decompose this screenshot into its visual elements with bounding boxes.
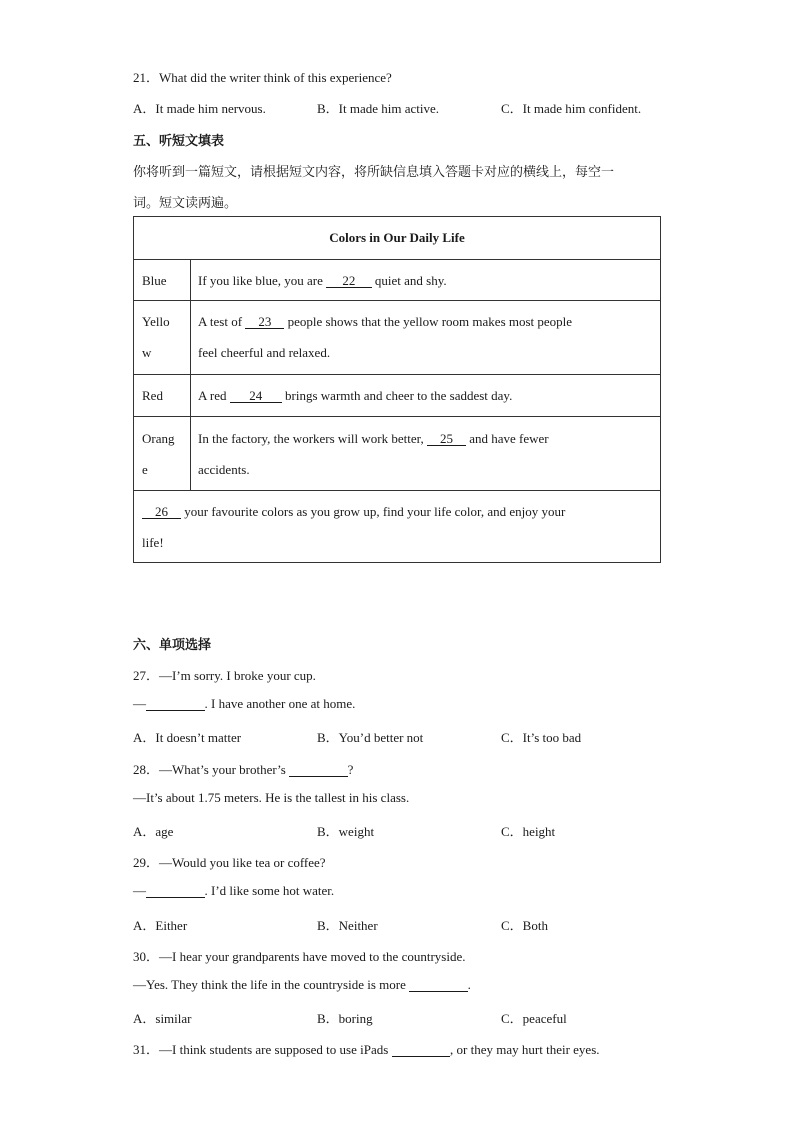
- footer-content: 26 your favourite colors as you grow up, find your life color, and enjoy your: [142, 496, 565, 527]
- section6-heading: 六、单项选择: [133, 638, 212, 653]
- q30-response: —Yes. They think the life in the countryside is more .: [133, 977, 471, 992]
- q29-option-b[interactable]: B．Neither: [317, 918, 378, 933]
- table-row: [134, 300, 660, 374]
- row-content: A red 24 brings warmth and cheer to the saddest day.: [198, 388, 513, 403]
- row-content-line2: accidents.: [198, 462, 250, 477]
- section5-heading: 五、听短文填表: [133, 134, 225, 149]
- q27-question: 27．—I’m sorry. I broke your cup.: [133, 668, 316, 683]
- q21-question: 21．What did the writer think of this experience?: [133, 70, 392, 85]
- row-label-line1: Yello: [142, 314, 170, 329]
- q30-option-a[interactable]: A．similar: [133, 1011, 192, 1026]
- table-title-row: [134, 217, 660, 259]
- q29-question: 29．—Would you like tea or coffee?: [133, 855, 326, 870]
- table-title: Colors in Our Daily Life: [329, 230, 465, 245]
- q28-option-a[interactable]: A．age: [133, 824, 174, 839]
- footer-content-line2: life!: [142, 535, 164, 550]
- row-label-cell: [134, 375, 191, 417]
- q30-option-b[interactable]: B．boring: [317, 1011, 373, 1026]
- q31-question: 31．—I think students are supposed to use iPads , or they may hurt their eyes.: [133, 1042, 600, 1057]
- row-label: Blue: [142, 273, 167, 288]
- answer-blank-24[interactable]: 24: [230, 390, 282, 403]
- q29-option-a[interactable]: A．Either: [133, 918, 188, 933]
- table-row: [134, 374, 660, 417]
- q31-blank[interactable]: [392, 1044, 451, 1057]
- q27-option-b[interactable]: B．You’d better not: [317, 730, 424, 745]
- q30-option-c[interactable]: C．peaceful: [501, 1011, 567, 1026]
- q29-option-c[interactable]: C．Both: [501, 918, 548, 933]
- q30-question: 30．—I hear your grandparents have moved to the countryside.: [133, 949, 466, 964]
- colors-table: [133, 216, 661, 563]
- q21-options: [133, 98, 693, 116]
- q30-options: [133, 1008, 693, 1026]
- q27-blank[interactable]: [146, 698, 205, 711]
- q28-blank[interactable]: [289, 764, 348, 777]
- q29-response: — . I’d like some hot water.: [133, 883, 335, 898]
- q27-option-c[interactable]: C．It’s too bad: [501, 730, 582, 745]
- row-content-line2: feel cheerful and relaxed.: [198, 345, 331, 360]
- q29-blank[interactable]: [146, 885, 205, 898]
- section5-instruction-line2: 词。短文读两遍。: [133, 196, 238, 211]
- q28-options: [133, 821, 693, 839]
- answer-blank-23[interactable]: 23: [245, 316, 284, 329]
- row-label-line1: Orang: [142, 431, 175, 446]
- row-label-line2: e: [142, 462, 148, 477]
- row-label-cell: [134, 260, 191, 301]
- q28-option-c[interactable]: C．height: [501, 824, 556, 839]
- q30-blank[interactable]: [409, 979, 468, 992]
- q21-option-a[interactable]: A．It made him nervous.: [133, 101, 266, 116]
- q21-option-c[interactable]: C．It made him confident.: [501, 101, 642, 116]
- table-footer-row: [134, 490, 660, 563]
- answer-blank-22[interactable]: 22: [326, 275, 372, 288]
- answer-blank-25[interactable]: 25: [427, 433, 466, 446]
- row-content: In the factory, the workers will work better, 25 and have fewer: [198, 431, 549, 446]
- q27-options: [133, 727, 693, 745]
- row-label-cell: [134, 301, 191, 374]
- q28-question: 28．—What’s your brother’s ?: [133, 762, 354, 777]
- q27-response: — . I have another one at home.: [133, 696, 356, 711]
- row-content: If you like blue, you are 22 quiet and shy.: [198, 273, 447, 288]
- row-label-line2: w: [142, 345, 152, 360]
- q29-options: [133, 915, 693, 933]
- q28-response: —It’s about 1.75 meters. He is the tallest in his class.: [133, 790, 410, 805]
- row-label: Red: [142, 388, 163, 403]
- answer-blank-26[interactable]: 26: [142, 506, 181, 519]
- q27-option-a[interactable]: A．It doesn’t matter: [133, 730, 242, 745]
- row-label-cell: [134, 417, 191, 490]
- row-content: A test of 23 people shows that the yellow room makes most people: [198, 314, 573, 329]
- table-row: [134, 259, 660, 301]
- table-row: [134, 416, 660, 490]
- section5-instruction-line1: 你将听到一篇短文，请根据短文内容，将所缺信息填入答题卡对应的横线上，每空一: [133, 165, 615, 180]
- q28-option-b[interactable]: B．weight: [317, 824, 375, 839]
- q21-option-b[interactable]: B．It made him active.: [317, 101, 440, 116]
